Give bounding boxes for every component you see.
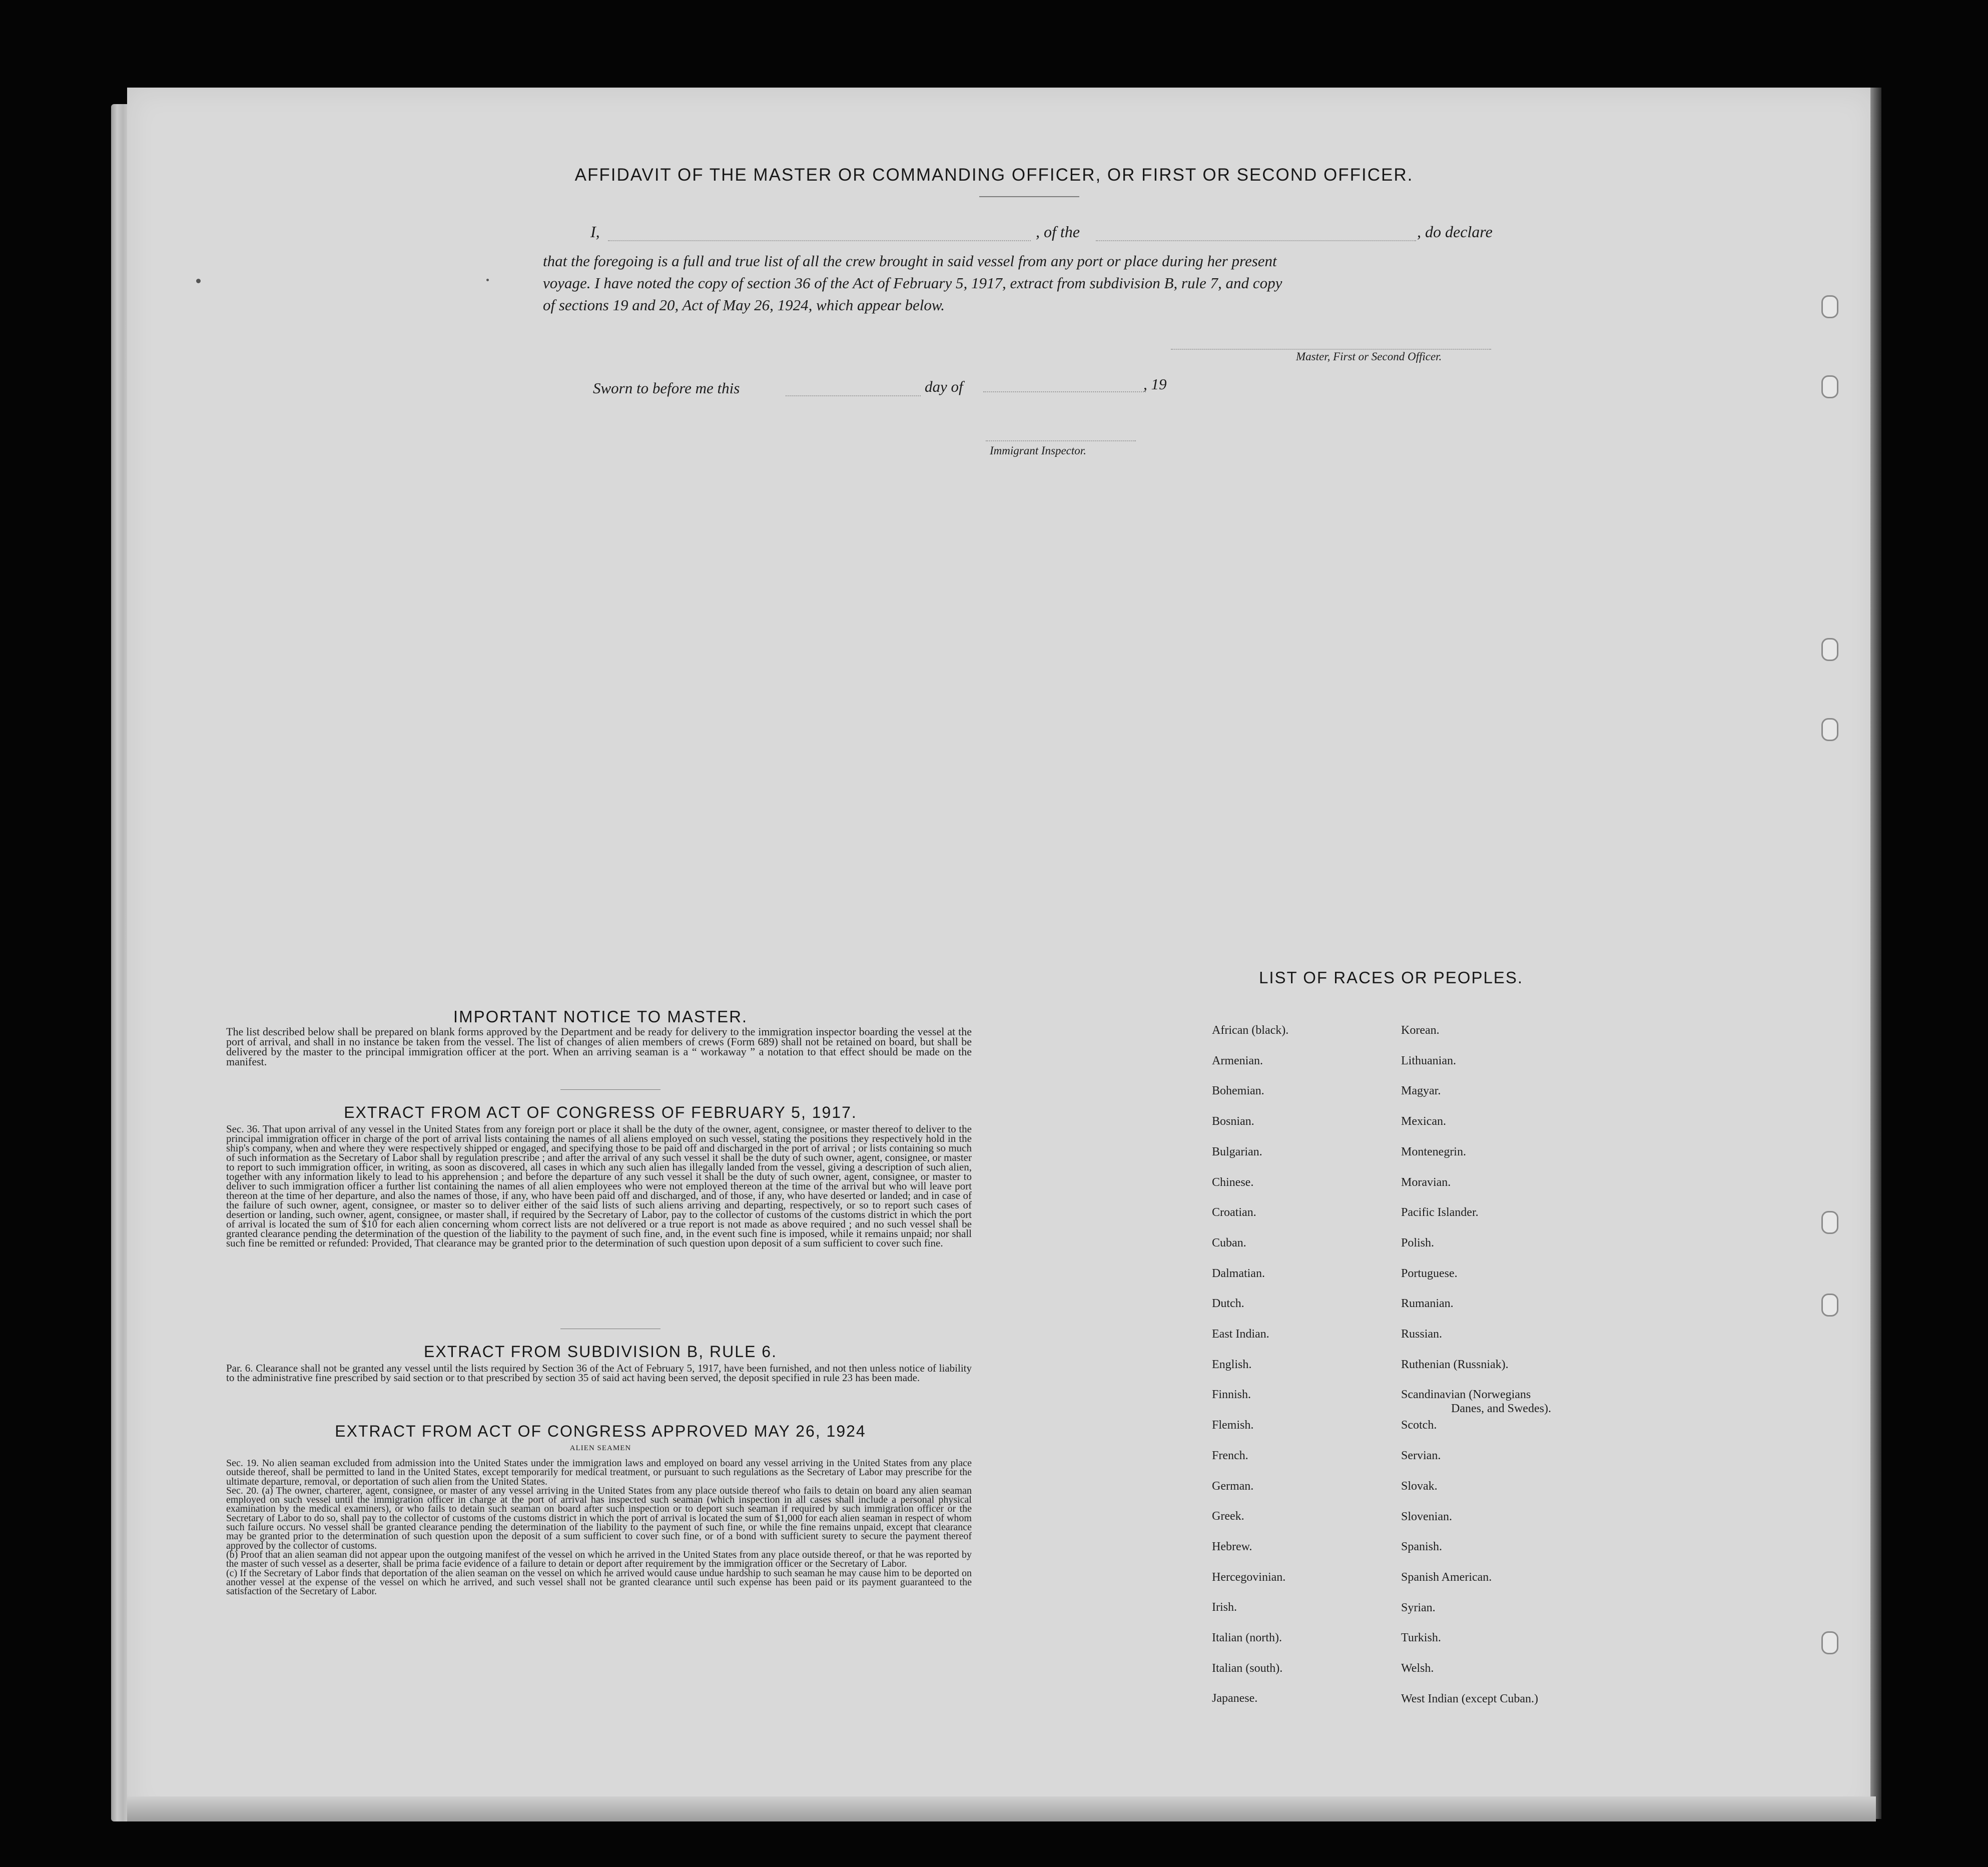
race-item: Scandinavian (Norwegians <box>1401 1388 1531 1402</box>
race-item: Finnish. <box>1212 1388 1251 1402</box>
race-item: Scotch. <box>1401 1419 1437 1432</box>
divider <box>979 196 1079 197</box>
race-item: Dutch. <box>1212 1297 1244 1311</box>
race-item: Rumanian. <box>1401 1297 1454 1311</box>
punch-hole-icon <box>1821 1211 1838 1234</box>
punch-hole-icon <box>1821 718 1838 741</box>
master-label: Master, First or Second Officer. <box>1296 350 1442 363</box>
race-item: Danes, and Swedes). <box>1451 1402 1551 1416</box>
vessel-blank <box>1096 240 1416 241</box>
day-of-label: day of <box>925 378 963 395</box>
race-item: Chinese. <box>1212 1175 1254 1189</box>
race-item: German. <box>1212 1479 1254 1493</box>
affidavit-line-3: voyage. I have noted the copy of section 36 of the Act of February 5, 1917, extract from subdivision B, rule 7, and copy <box>543 274 1282 292</box>
race-item: Bulgarian. <box>1212 1145 1262 1158</box>
inspector-blank <box>986 440 1136 441</box>
page-shadow <box>1870 88 1881 1819</box>
race-item: Lithuanian. <box>1401 1054 1456 1067</box>
race-item: Italian (north). <box>1212 1631 1282 1644</box>
extract-1924-subtitle: ALIEN SEAMEN <box>569 1444 631 1452</box>
affidavit-statement <box>543 250 1509 316</box>
race-item: Slovak. <box>1401 1479 1438 1493</box>
race-item: Portuguese. <box>1401 1267 1458 1280</box>
month-blank <box>983 391 1146 392</box>
race-item: Armenian. <box>1212 1054 1263 1067</box>
divider <box>560 1089 660 1090</box>
affidavit-i: I, <box>590 223 600 241</box>
ink-speck <box>196 279 201 283</box>
race-item: West Indian (except Cuban.) <box>1401 1692 1538 1705</box>
sec-20b: (b) Proof that an alien seaman did not appear upon the outgoing manifest of the vessel on which he arrived in the United States from any place outside thereof, or that he was reported by the master of such vessel as a deserter, shall be prima facie evidence of a failure to detain or deport after requirement by the immigration officer or the Secretary of Labor. <box>226 1549 972 1570</box>
inspector-label: Immigrant Inspector. <box>990 444 1086 457</box>
race-item: Bohemian. <box>1212 1084 1264 1098</box>
affidavit-line-2: that the foregoing is a full and true list of all the crew brought in said vessel from any port or place during her present <box>543 252 1277 270</box>
race-item: Japanese. <box>1212 1692 1258 1705</box>
race-item: Italian (south). <box>1212 1661 1283 1675</box>
race-item: Flemish. <box>1212 1419 1254 1432</box>
punch-hole-icon <box>1821 1294 1838 1317</box>
race-item: Pacific Islander. <box>1401 1206 1479 1219</box>
extract-1917-body: Sec. 36. That upon arrival of any vessel in the United States from any foreign port or place it shall be the duty of the owner, agent, consignee, or master thereof to deliver to the principal immigration officer in charge of the port of arrival lists containing the names of all aliens employed on such vessel, stating the positions they respectively hold in the ship's company, when and where they were respectively shipped or engaged, and specifying those to be paid off and discharged in the port of arrival ; or lists containing so much of such information as the Secretary of Labor shall by regulation prescribe ; and after the arrival of any such vessel it shall be the duty of such owner, agent, consignee, or master to report to such immigration officer, in writing, as soon as discovered, all cases in which any such alien has illegally landed from the vessel, giving a description of such alien, together with any information likely to lead to his apprehension ; and before the departure of any such vessel it shall be the duty of such owner, agent, consignee, or master to deliver to such immigration officer a further list containing the names of all alien employees who were not employed thereon at the time of the arrival but who will leave port thereon at the time of her departure, and also the names of those, if any, who have been paid off and discharged, and of those, if any, who have deserted or landed; and in case of the failure of such owner, agent, consignee, or master so to deliver either of the said lists of such aliens arriving and departing, respectively, or so to report such cases of desertion or landing, such owner, agent, consignee, or master shall, if required by the Secretary of Labor, pay to the collector of customs of the customs district in which the port of arrival is located the sum of $10 for each alien concerning whom correct lists are not delivered or a true report is not made as above required ; and no such vessel shall be granted clearance pending the determination of the question of the liability to the payment of such fine, and, in the event such fine is imposed, while it remains unpaid; nor shall such fine be remitted or refunded: Provided, That clearance may be granted prior to the determination of such question upon deposit of a sum sufficient to cover such fine. <box>226 1123 972 1249</box>
page-bottom-edge <box>127 1796 1876 1821</box>
race-item: Hebrew. <box>1212 1540 1252 1553</box>
race-item: Korean. <box>1401 1024 1440 1037</box>
extract-1924-title: EXTRACT FROM ACT OF CONGRESS APPROVED MAY 26, 1924 <box>335 1422 866 1440</box>
notice-title: IMPORTANT NOTICE TO MASTER. <box>453 1007 748 1026</box>
affidavit-title: AFFIDAVIT OF THE MASTER OR COMMANDING OFFICER, OR FIRST OR SECOND OFFICER. <box>574 165 1414 185</box>
extract-1917-title: EXTRACT FROM ACT OF CONGRESS OF FEBRUARY 5, 1917. <box>344 1103 857 1121</box>
punch-hole-icon <box>1821 375 1838 398</box>
race-item: Turkish. <box>1401 1631 1441 1645</box>
race-item: Bosnian. <box>1212 1115 1254 1128</box>
day-blank <box>786 395 921 396</box>
affidavit-line-4: of sections 19 and 20, Act of May 26, 1924, which appear below. <box>543 296 945 314</box>
race-item: Spanish. <box>1401 1540 1443 1554</box>
race-item: Greek. <box>1212 1510 1244 1523</box>
extract-1924-body <box>226 1459 972 1596</box>
race-item: Servian. <box>1401 1449 1441 1463</box>
signature-blank <box>1171 349 1491 350</box>
notice-body: The list described below shall be prepared on blank forms approved by the Department and be ready for delivery to the immigration inspector boarding the vessel at the port of arrival, and shall in no instance be taken from the vessel. The list of changes of alien members of crews (Form 689) shall not be retained on board, but shall be delivered by the master to the principal immigration officer at the port. When an arriving seaman is a “ workaway ” a notation to that effect should be made on the manifest. <box>226 1025 972 1068</box>
sworn-label: Sworn to before me this <box>593 379 740 397</box>
subdivision-body: Par. 6. Clearance shall not be granted any vessel until the lists required by Section 36 of the Act of February 5, 1917, have been furnished, and not then unless notice of liability to the administrative fine prescribed by said section or to that prescribed by section 35 of said act having been served, the deposit specified in rule 23 has been made. <box>226 1362 972 1384</box>
sec-20c: (c) If the Secretary of Labor finds that deportation of the alien seaman on the vessel on which he arrived would cause undue hardship to such seaman he may cause him to be deported on another vessel at the expense of the vessel on which he arrived, and such vessel shall not be granted clearance until such expense has been paid or its payment guaranteed to the satisfaction of the Secretary of Labor. <box>226 1567 972 1597</box>
affidavit-declare: , do declare <box>1417 223 1493 241</box>
sec-19: Sec. 19. No alien seaman excluded from admission into the United States under the immigration laws and employed on board any vessel arriving in the United States from any place outside thereof, shall be permitted to land in the United States, except temporarily for medical treatment, or pursuant to such regulations as the Secretary of Labor may prescribe for the ultimate departure, removal, or deportation of such alien from the United States. <box>226 1458 972 1487</box>
affidavit-of-the: , of the <box>1036 223 1080 241</box>
race-item: Croatian. <box>1212 1206 1256 1219</box>
year-label: , 19 <box>1143 375 1167 393</box>
race-item: Polish. <box>1401 1236 1435 1250</box>
race-item: Cuban. <box>1212 1236 1246 1250</box>
race-item: Montenegrin. <box>1401 1145 1466 1158</box>
race-item: Slovenian. <box>1401 1510 1452 1523</box>
race-item: Mexican. <box>1401 1115 1446 1128</box>
race-item: French. <box>1212 1449 1248 1462</box>
race-item: African (black). <box>1212 1024 1289 1037</box>
race-item: Ruthenian (Russniak). <box>1401 1358 1509 1371</box>
races-title: LIST OF RACES OR PEOPLES. <box>1258 968 1524 987</box>
sec-20a: Sec. 20. (a) The owner, charterer, agent, consignee, or master of any vessel arriving in the United States from any place outside thereof who fails to detain on board any alien seaman employed on such vessel until the immigration officer in charge at the port of arrival has inspected such seaman (which inspection in all cases shall include a personal physical examination by the medical examiners), or who fails to detain such seaman on board after such inspection or to deport such seaman if required by such immigration officer or the Secretary of Labor to do so, shall pay to the collector of customs of the customs district in which the port of arrival is located the sum of $1,000 for each alien seaman in respect of whom such failure occurs. No vessel shall be granted clearance pending the determination of the liability to the payment of such fine, or while the fine remains unpaid, except that clearance may be granted prior to the determination of such question upon the deposit of a sum sufficient to cover such fine, or of a bond with sufficient surety to secure the payment thereof approved by the collector of customs. <box>226 1485 972 1551</box>
race-item: Spanish American. <box>1401 1570 1492 1584</box>
race-item: Welsh. <box>1401 1662 1434 1675</box>
subdivision-title: EXTRACT FROM SUBDIVISION B, RULE 6. <box>424 1343 777 1361</box>
name-blank <box>608 240 1031 241</box>
punch-hole-icon <box>1821 1631 1838 1654</box>
race-item: English. <box>1212 1358 1252 1371</box>
ink-speck <box>486 279 489 281</box>
race-item: Irish. <box>1212 1601 1237 1614</box>
race-item: East Indian. <box>1212 1328 1269 1341</box>
race-item: Moravian. <box>1401 1175 1451 1189</box>
punch-hole-icon <box>1821 295 1838 318</box>
race-item: Syrian. <box>1401 1601 1436 1614</box>
punch-hole-icon <box>1821 638 1838 661</box>
race-item: Russian. <box>1401 1328 1443 1341</box>
race-item: Magyar. <box>1401 1084 1441 1098</box>
race-item: Hercegovinian. <box>1212 1570 1286 1584</box>
race-item: Dalmatian. <box>1212 1267 1265 1280</box>
